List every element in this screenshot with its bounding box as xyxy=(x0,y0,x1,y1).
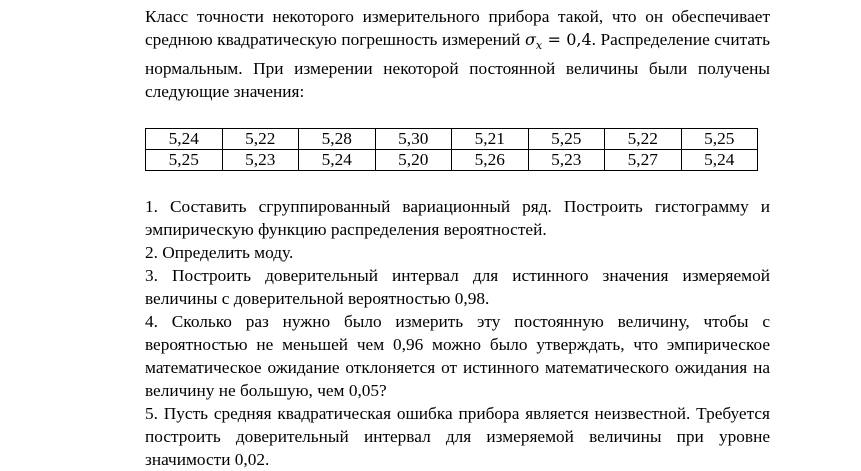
table-cell: 5,28 xyxy=(299,129,376,150)
document-page xyxy=(145,5,770,471)
table-cell: 5,24 xyxy=(299,150,376,171)
table-cell: 5,23 xyxy=(528,150,605,171)
task-5: 5. Пусть средняя квадратическая ошибка прибора является неизвестной. Требуется построить доверительный интервал для измеряемой величины при уровне значимости 0,02. xyxy=(145,404,770,470)
table-cell: 5,25 xyxy=(528,129,605,150)
table-cell: 5,22 xyxy=(222,129,299,150)
table-cell: 5,21 xyxy=(452,129,529,150)
intro-text-before: Класс точности некоторого измерительного прибора такой, что он обеспечивает среднюю квадратическую погрешность измерений xyxy=(145,7,770,49)
table-row xyxy=(146,129,758,150)
table-cell: 5,24 xyxy=(681,150,758,171)
table-cell: 5,23 xyxy=(222,150,299,171)
table-cell: 5,25 xyxy=(681,129,758,150)
task-1: 1. Составить сгруппированный вариационный ряд. Построить гистограмму и эмпирическую функцию распределения вероятностей. xyxy=(145,197,770,240)
table-cell: 5,26 xyxy=(452,150,529,171)
table-cell: 5,27 xyxy=(605,150,682,171)
table-row xyxy=(146,150,758,171)
intro-text-after: . Распределение считать нормальным. При измерении некоторой постоянной величины были получены следующие значения: xyxy=(145,30,770,102)
problem-statement xyxy=(145,5,770,103)
table-cell: 5,24 xyxy=(146,129,223,150)
task-4: 4. Сколько раз нужно было измерить эту постоянную величину, чтобы с вероятностью не меньшей чем 0,96 можно было утверждать, что эмпирическое математическое ожидание отклоняется от истинного математического ожидания на величину не большую, чем 0,05? xyxy=(145,312,770,401)
sigma-symbol: σ xyxy=(525,30,536,49)
task-2: 2. Определить моду. xyxy=(145,243,294,263)
table-cell: 5,30 xyxy=(375,129,452,150)
table-cell: 5,25 xyxy=(146,150,223,171)
sigma-value: = 0,4 xyxy=(542,30,592,49)
table-cell: 5,22 xyxy=(605,129,682,150)
sigma-x-formula xyxy=(525,30,543,53)
table-cell: 5,20 xyxy=(375,150,452,171)
measurement-values-table xyxy=(145,128,758,171)
sigma-subscript: x xyxy=(535,39,543,53)
task-3: 3. Построить доверительный интервал для истинного значения измеряемой величины с доверительной вероятностью 0,98. xyxy=(145,266,770,309)
